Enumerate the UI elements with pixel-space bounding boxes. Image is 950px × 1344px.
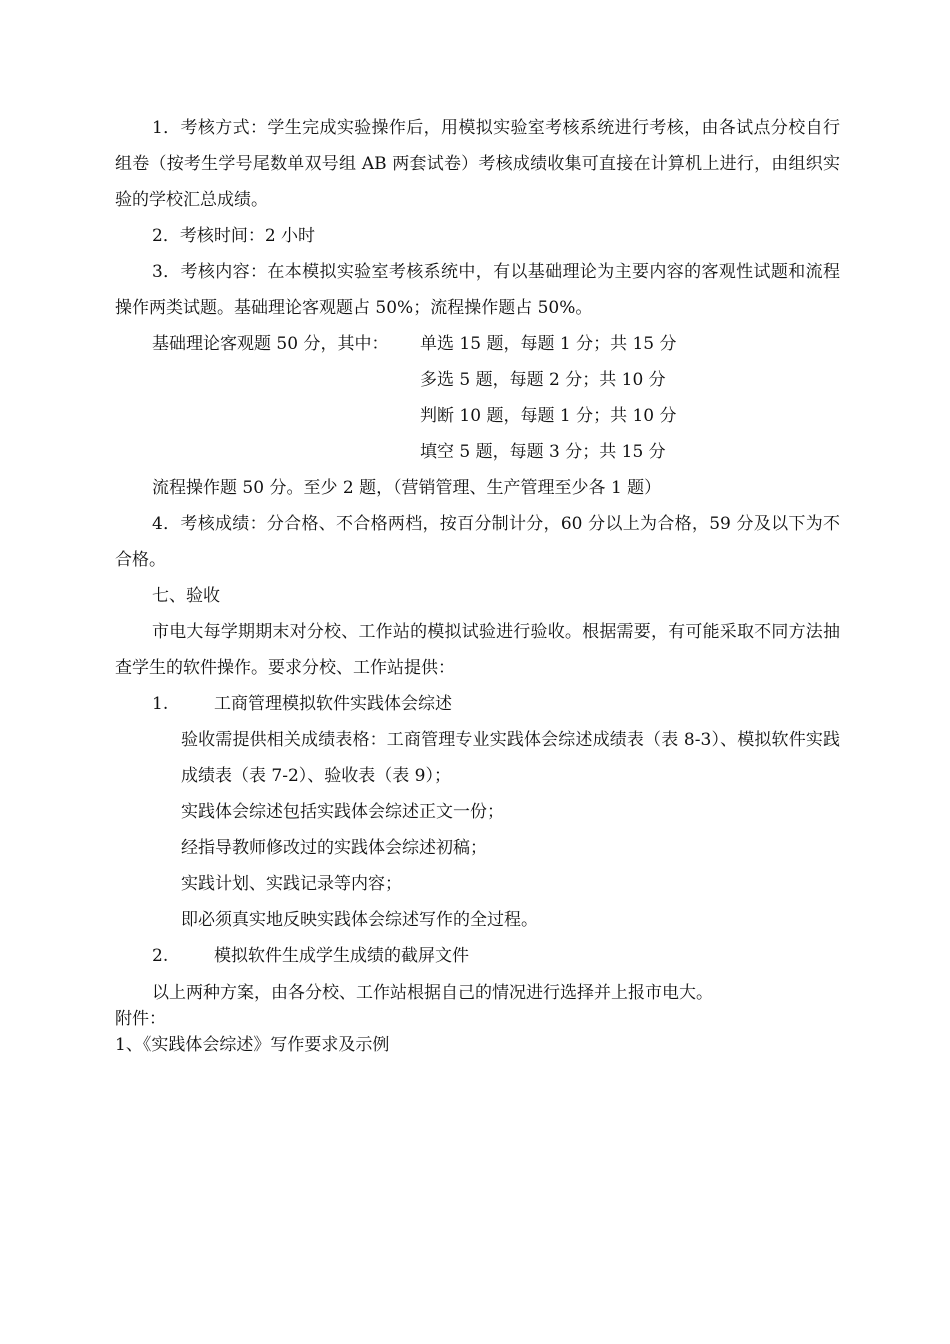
score-label: 基础理论客观题 50 分，其中： [152,334,389,354]
score-item: 多选 5 题，每题 2 分；共 10 分 [420,370,666,390]
score-breakdown-row [115,326,840,362]
list-number: 1. [152,694,169,714]
list-detail: 经指导教师修改过的实践体会综述初稿； [181,838,487,858]
attachment-item: 1、《实践体会综述》写作要求及示例 [115,1035,390,1055]
list-detail: 实践体会综述包括实践体会综述正文一份； [181,802,504,822]
score-breakdown-row [115,362,840,398]
closing-paragraph: 以上两种方案，由各分校、工作站根据自己的情况进行选择并上报市电大。 [152,983,713,1003]
section-heading-acceptance: 七、验收 [152,586,220,606]
process-score: 流程操作题 50 分。至少 2 题，（营销管理、生产管理至少各 1 题） [152,478,662,498]
document-body [115,110,840,1058]
assess-result: 4．考核成绩：分合格、不合格两档，按百分制计分，60 分以上为合格，59 分及以下为不合格。 [115,514,840,570]
list-detail: 实践计划、实践记录等内容； [181,874,402,894]
list-item [115,938,840,974]
attachment-label: 附件： [115,1009,166,1029]
list-detail: 验收需提供相关成绩表格：工商管理专业实践体会综述成绩表（表 8-3）、模拟软件实践成绩表（表 7-2）、验收表（表 9）； [181,730,840,786]
list-detail: 即必须真实地反映实践体会综述写作的全过程。 [181,910,538,930]
score-item: 判断 10 题，每题 1 分；共 10 分 [420,406,677,426]
assess-content: 3．考核内容：在本模拟实验室考核系统中，有以基础理论为主要内容的客观性试题和流程操作两类试题。基础理论客观题占 50%；流程操作题占 50%。 [115,262,840,318]
list-item [115,686,840,722]
score-breakdown-row [115,398,840,434]
list-number: 2. [152,946,169,966]
assess-method: 1．考核方式：学生完成实验操作后，用模拟实验室考核系统进行考核，由各试点分校自行组卷（按考生学号尾数单双号组 AB 两套试卷）考核成绩收集可直接在计算机上进行，由组织实验的学校汇总成绩。 [115,118,840,210]
score-breakdown-row [115,434,840,470]
assess-time: 2．考核时间：2 小时 [152,226,316,246]
list-title: 工商管理模拟软件实践体会综述 [214,694,452,714]
acceptance-intro: 市电大每学期期末对分校、工作站的模拟试验进行验收。根据需要，有可能采取不同方法抽查学生的软件操作。要求分校、工作站提供： [115,622,840,678]
list-title: 模拟软件生成学生成绩的截屏文件 [214,946,469,966]
score-item: 单选 15 题，每题 1 分；共 15 分 [420,334,677,354]
score-item: 填空 5 题，每题 3 分；共 15 分 [420,442,666,462]
